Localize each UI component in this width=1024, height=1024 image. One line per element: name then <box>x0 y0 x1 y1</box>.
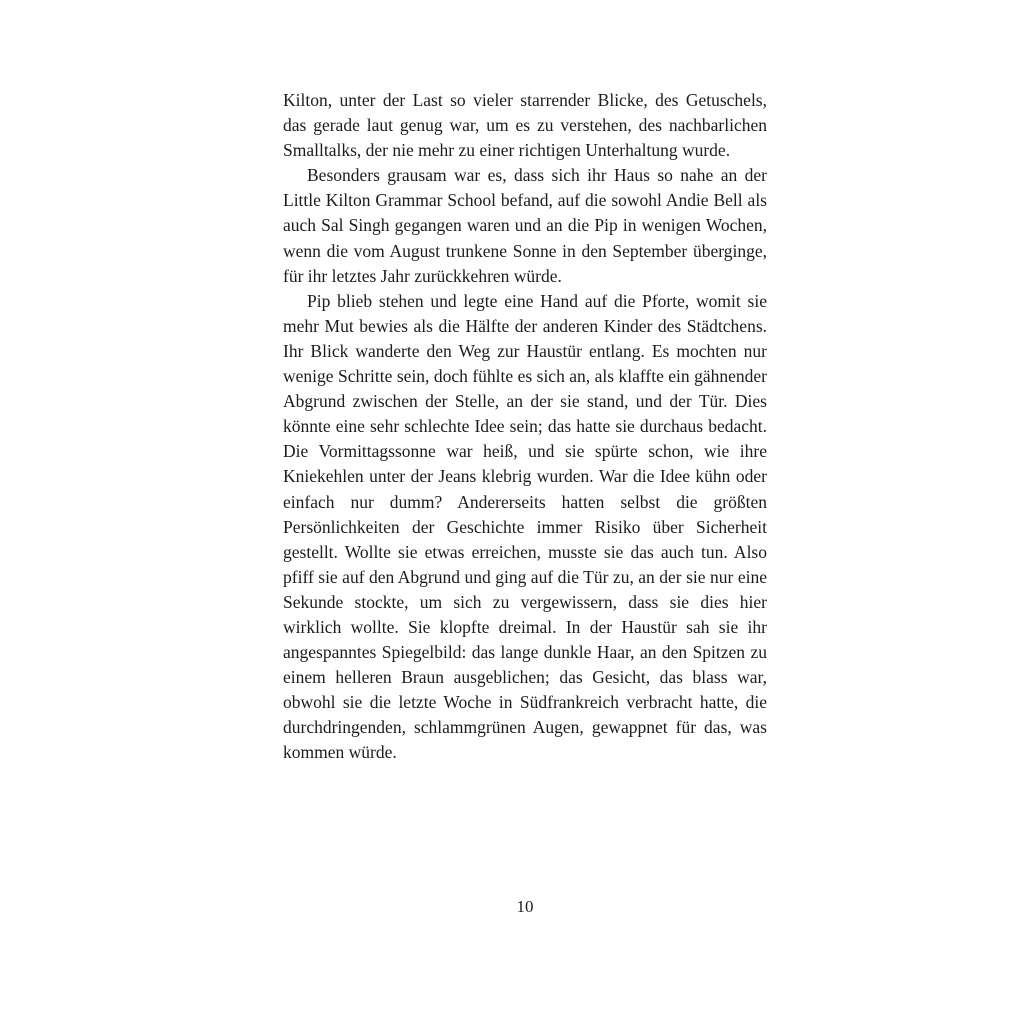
paragraph: Besonders grausam war es, dass sich ihr Haus so nahe an der Little Kilton Grammar School befand, auf die sowohl Andie Bell als auch Sal Singh gegangen waren und an die Pip in wenigen Wochen, wenn die vom August trunkene Sonne in den September überginge, für ihr letztes Jahr zurückkehren würde. <box>283 165 767 286</box>
paragraph-continuation: Kilton, unter der Last so vieler starrender Blicke, des Getuschels, das gerade laut genug war, um es zu verstehen, des nachbarlichen Smalltalks, der nie mehr zu einer richtigen Unterhaltung wurde. <box>283 90 767 161</box>
page-number: 10 <box>516 897 534 916</box>
paragraph: Pip blieb stehen und legte eine Hand auf die Pforte, womit sie mehr Mut bewies als die Hälfte der anderen Kinder des Städtchens. Ihr Blick wanderte den Weg zur Haustür entlang. Es mochten nur wenige Schritte sein, doch fühlte es sich an, als klaffte ein gähnender Abgrund zwischen der Stelle, an der sie stand, und der Tür. Dies könnte eine sehr schlechte Idee sein; das hatte sie durchaus bedacht. Die Vormittagssonne war heiß, und sie spürte schon, wie ihre Kniekehlen unter der Jeans klebrig wurden. War die Idee kühn oder einfach nur dumm? Andererseits hatten selbst die größten Persönlichkeiten der Geschichte immer Risiko über Sicherheit gestellt. Wollte sie etwas erreichen, musste sie das auch tun. Also pfiff sie auf den Abgrund und ging auf die Tür zu, an der sie nur eine Sekunde stockte, um sich zu vergewissern, dass sie dies hier wirklich wollte. Sie klopfte dreimal. In der Haustür sah sie ihr angespanntes Spiegelbild: das lange dunkle Haar, an den Spitzen zu einem helleren Braun ausgeblichen; das Gesicht, das blass war, obwohl sie die letzte Woche in Südfrankreich verbracht hatte, die durchdringenden, schlammgrünen Augen, gewappnet für das, was kommen würde. <box>283 290 767 763</box>
body-text <box>283 88 767 766</box>
